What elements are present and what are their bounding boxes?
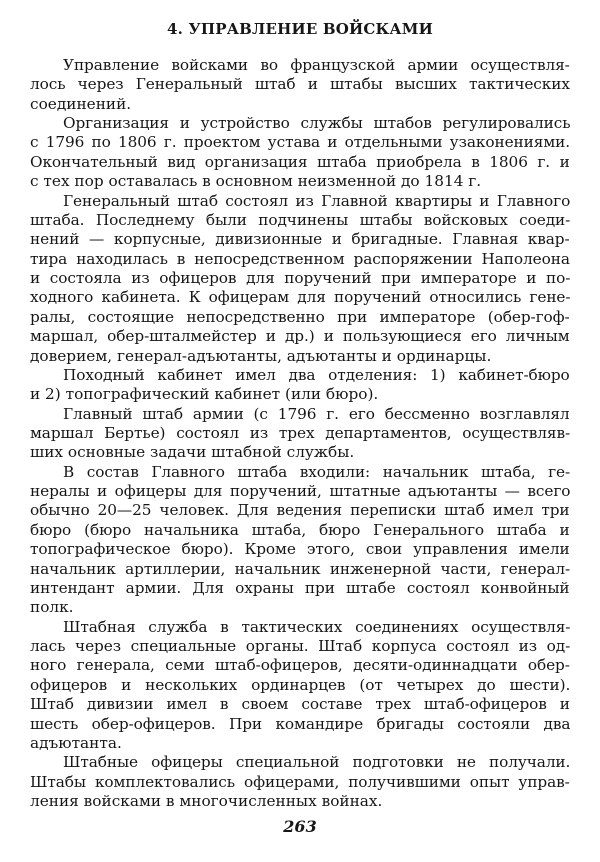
text-line: тира находилась в непосредственном распоряжении Наполеона bbox=[30, 250, 570, 268]
text-line: и состояла из офицеров для поручений при императоре и по- bbox=[30, 269, 571, 287]
text-line: Организация и устройство службы штабов регулировались bbox=[63, 114, 571, 132]
text-line: лась через специальные органы. Штаб корпуса состоял из од- bbox=[30, 637, 571, 655]
text-line: Походный кабинет имел два отделения: 1) кабинет-бюро bbox=[63, 366, 570, 384]
text-line: нералы и офицеры для поручений, штатные адъютанты — всего bbox=[30, 482, 571, 500]
text-line: с тех пор оставалась в основном неизменной до 1814 г. bbox=[30, 172, 482, 190]
text-line: маршал, обер-шталмейстер и др.) и пользующиеся его личным bbox=[30, 327, 570, 345]
text-line: В состав Главного штаба входили: начальник штаба, ге- bbox=[63, 463, 571, 481]
text-line: с 1796 по 1806 г. проектом устава и отдельными узаконениями. bbox=[30, 133, 571, 151]
text-line: офицеров и нескольких ординарцев (от четырех до шести). bbox=[30, 676, 571, 694]
text-line: ного генерала, семи штаб-офицеров, десяти-одиннадцати обер- bbox=[30, 656, 570, 674]
text-line: ралы, состоящие непосредственно при императоре (обер-гоф- bbox=[30, 308, 570, 326]
text-line: лось через Генеральный штаб и штабы высших тактических bbox=[30, 75, 570, 93]
text-line: Главный штаб армии (с 1796 г. его бессменно возглавлял bbox=[63, 405, 570, 423]
text-line: полк. bbox=[30, 598, 74, 616]
text-line: доверием, генерал-адъютанты, адъютанты и ординарцы. bbox=[30, 347, 492, 365]
text-line: маршал Бертье) состоял из трех департаментов, осуществляв- bbox=[30, 424, 571, 442]
text-line: Управление войсками во французской армии осуществля- bbox=[63, 56, 570, 74]
text-line: ших основные задачи штабной службы. bbox=[30, 443, 355, 461]
text-line: интендант армии. Для охраны при штабе состоял конвойный bbox=[30, 579, 570, 597]
text-line: Штабные офицеры специальной подготовки не получали. bbox=[63, 753, 571, 771]
text-line: Штаб дивизии имел в своем составе трех штаб-офицеров и bbox=[30, 695, 570, 713]
text-line: шесть обер-офицеров. При командире бригады состояли два bbox=[30, 715, 571, 733]
text-line: соединений. bbox=[30, 95, 132, 113]
text-line: штаба. Последнему были подчинены штабы войсковых соеди- bbox=[30, 211, 571, 229]
text-line: Окончательный вид организация штаба приобрела в 1806 г. и bbox=[30, 153, 570, 171]
text-line: бюро (бюро начальника штаба, бюро Генерального штаба и bbox=[30, 521, 570, 539]
text-line: обычно 20—25 человек. Для ведения переписки штаб имел три bbox=[30, 501, 570, 519]
text-line: ления войсками в многочисленных войнах. bbox=[30, 792, 383, 810]
section-heading: 4. УПРАВЛЕНИЕ ВОЙСКАМИ bbox=[167, 20, 433, 38]
text-line: ходного кабинета. К офицерам для поручений относились гене- bbox=[30, 288, 571, 306]
text-line: Штабы комплектовались офицерами, получившими опыт управ- bbox=[30, 773, 570, 791]
text-line: адъютанта. bbox=[30, 734, 122, 752]
text-line: Штабная служба в тактических соединениях осуществля- bbox=[63, 618, 571, 636]
text-line: нений — корпусные, дивизионные и бригадные. Главная квар- bbox=[30, 230, 570, 248]
text-line: Генеральный штаб состоял из Главной квартиры и Главного bbox=[63, 192, 571, 210]
text-line: и 2) топографический кабинет (или бюро). bbox=[30, 385, 379, 403]
text-line: начальник артиллерии, начальник инженерной части, генерал- bbox=[30, 560, 571, 578]
text-line: топографическое бюро). Кроме этого, свои управления имели bbox=[30, 540, 570, 558]
page-number: 263 bbox=[283, 817, 317, 836]
